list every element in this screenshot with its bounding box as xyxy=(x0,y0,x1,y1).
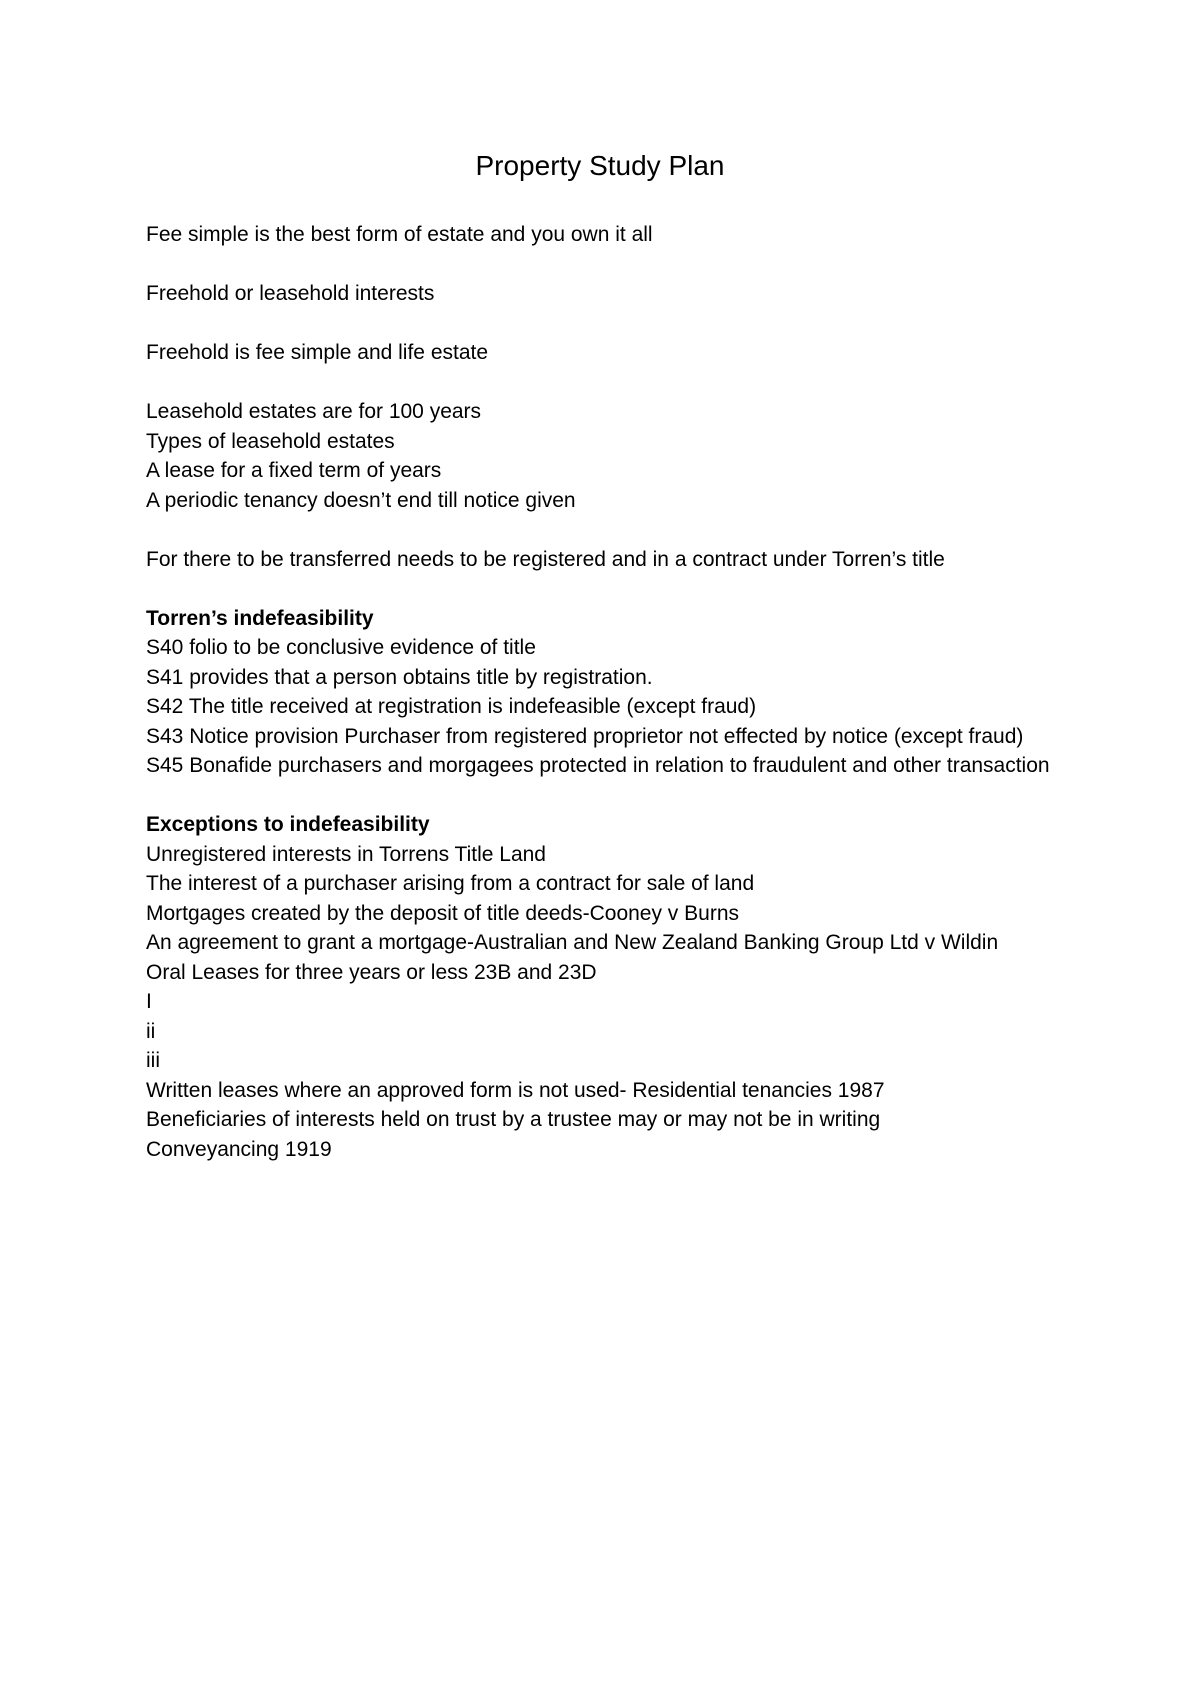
exception-item: ii xyxy=(146,1019,156,1043)
section-s43: S43 Notice provision Purchaser from registered proprietor not effected by notice (except fraud) xyxy=(146,724,1024,748)
exception-item: Beneficiaries of interests held on trust by a trustee may or may not be in writing xyxy=(146,1108,881,1131)
exception-item: An agreement to grant a mortgage-Australian and New Zealand Banking Group Ltd v Wildin xyxy=(146,931,999,954)
exception-item: iii xyxy=(146,1049,160,1072)
intro-line-fee-simple: Fee simple is the best form of estate and you own it all xyxy=(146,223,653,246)
paragraph-gap xyxy=(146,250,1066,280)
paragraph-gap xyxy=(146,781,1066,811)
section-s45: S45 Bonafide purchasers and morgagees protected in relation to fraudulent and other transaction xyxy=(146,754,1050,777)
exception-item: Written leases where an approved form is not used- Residential tenancies 1987 xyxy=(146,1078,885,1102)
exception-item: Unregistered interests in Torrens Title Land xyxy=(146,842,546,866)
paragraph-gap xyxy=(146,515,1066,545)
document-body xyxy=(146,220,1066,1164)
paragraph-gap xyxy=(146,309,1066,339)
paragraph-gap xyxy=(146,574,1066,604)
exceptions-heading: Exceptions to indefeasibility xyxy=(146,813,430,836)
intro-line-freehold-leasehold: Freehold or leasehold interests xyxy=(146,282,435,305)
section-s40: S40 folio to be conclusive evidence of title xyxy=(146,636,536,659)
leasehold-line-duration: Leasehold estates are for 100 years xyxy=(146,400,482,423)
section-s42: S42 The title received at registration is indefeasible (except fraud) xyxy=(146,695,757,718)
document-title: Property Study Plan xyxy=(475,150,725,181)
section-s41: S41 provides that a person obtains title by registration. xyxy=(146,665,653,689)
exception-item: Mortgages created by the deposit of title deeds-Cooney v Burns xyxy=(146,901,740,925)
leasehold-line-periodic: A periodic tenancy doesn’t end till notice given xyxy=(146,488,576,512)
exception-item: I xyxy=(146,990,152,1013)
exception-item: The interest of a purchaser arising from a contract for sale of land xyxy=(146,872,755,895)
indefeasibility-heading: Torren’s indefeasibility xyxy=(146,606,374,630)
paragraph-gap xyxy=(146,368,1066,398)
leasehold-line-fixed-term: A lease for a fixed term of years xyxy=(146,459,442,482)
intro-line-freehold-definition: Freehold is fee simple and life estate xyxy=(146,341,489,364)
leasehold-line-types: Types of leasehold estates xyxy=(146,429,395,453)
transfer-note: For there to be transferred needs to be registered and in a contract under Torren’s title xyxy=(146,547,945,571)
exception-item: Conveyancing 1919 xyxy=(146,1137,332,1161)
exception-item: Oral Leases for three years or less 23B and 23D xyxy=(146,960,597,984)
